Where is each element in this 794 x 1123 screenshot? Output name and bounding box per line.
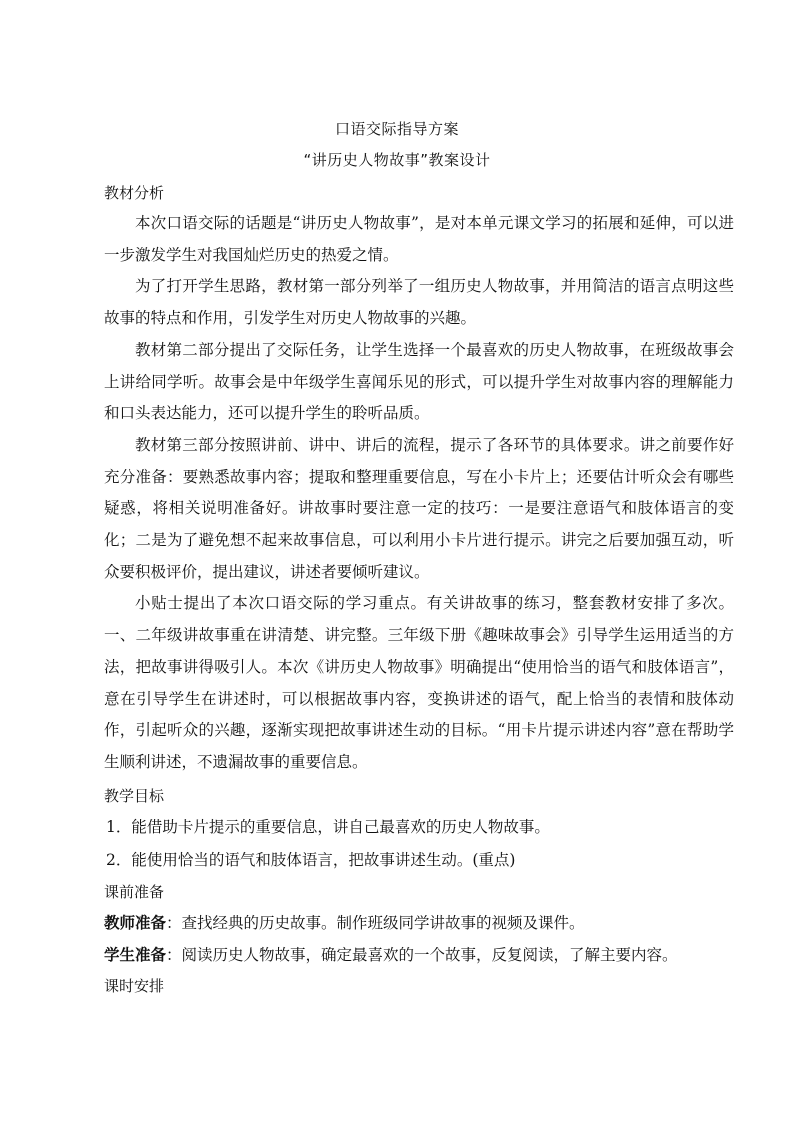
student-preparation: [104, 939, 734, 971]
analysis-paragraph-5: 小贴士提出了本次口语交际的学习重点。有关讲故事的练习，整套教材安排了多次。一、二年级讲故事重在讲清楚、讲完整。三年级下册《趣味故事会》引导学生运用适当的方法，把故事讲得吸引人。本次《讲历史人物故事》明确提出“使用恰当的语气和肢体语言”，意在引导学生在讲述时，可以根据故事内容，变换讲述的语气，配上恰当的表情和肢体动作，引起听众的兴趣，逐渐实现把故事讲述生动的目标。“用卡片提示讲述内容”意在帮助学生顺利讲述，不遗漏故事的重要信息。: [104, 594, 734, 771]
section-heading-goals: 教学目标: [104, 786, 165, 805]
analysis-paragraph-2: 为了打开学生思路，教材第一部分列举了一组历史人物故事，并用简洁的语言点明这些故事的特点和作用，引发学生对历史人物故事的兴趣。: [104, 277, 734, 328]
teacher-preparation-label: 教师准备: [104, 913, 167, 932]
document-title: 口语交际指导方案: [334, 120, 459, 138]
teacher-preparation: [104, 907, 734, 939]
analysis-paragraph-4: 教材第三部分按照讲前、讲中、讲后的流程，提示了各环节的具体要求。讲之前要作好充分准备：要熟悉故事内容；提取和整理重要信息，写在小卡片上；还要估计听众会有哪些疑惑，将相关说明准备好。讲故事时要注意一定的技巧：一是要注意语气和肢体语言的变化；二是为了避免想不起来故事信息，可以利用小卡片进行提示。讲完之后要加强互动，听众要积极评价，提出建议，讲述者要倾听建议。: [104, 435, 734, 581]
student-preparation-label: 学生准备: [104, 945, 167, 964]
document-body: [104, 178, 734, 1001]
student-preparation-text: ：阅读历史人物故事，确定最喜欢的一个故事，反复阅读，了解主要内容。: [166, 945, 678, 964]
section-heading-schedule: 课时安排: [104, 976, 165, 995]
analysis-paragraph-1: 本次口语交际的话题是“讲历史人物故事”，是对本单元课文学习的拓展和延伸，可以进一步激发学生对我国灿烂历史的热爱之情。: [104, 214, 734, 264]
goal-item-1: 1．能借助卡片提示的重要信息，讲自己最喜欢的历史人物故事。: [106, 817, 550, 836]
goal-item-2: 2．能使用恰当的语气和肢体语言，把故事讲述生动。(重点): [106, 850, 516, 869]
section-heading-preparation: 课前准备: [104, 882, 165, 901]
section-heading-analysis: 教材分析: [104, 184, 165, 202]
analysis-paragraph-3: 教材第二部分提出了交际任务，让学生选择一个最喜欢的历史人物故事，在班级故事会上讲给同学听。故事会是中年级学生喜闻乐见的形式，可以提升学生对故事内容的理解能力和口头表达能力，还可以提升学生的聆听品质。: [104, 340, 734, 423]
teacher-preparation-text: ：查找经典的历史故事。制作班级同学讲故事的视频及课件。: [166, 913, 585, 932]
document-subtitle: “讲历史人物故事”教案设计: [303, 151, 491, 169]
